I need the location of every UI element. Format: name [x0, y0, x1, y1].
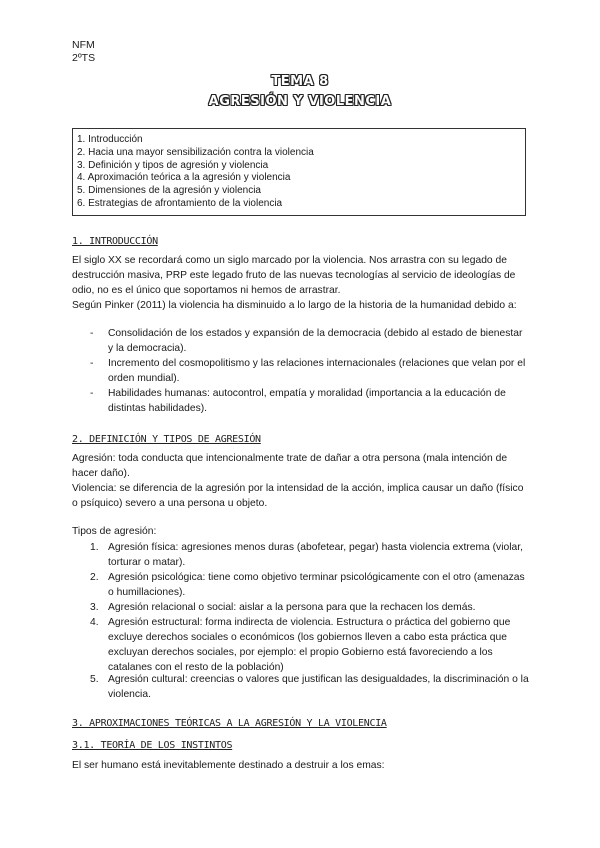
list-item-text: Habilidades humanas: autocontrol, empatía y moralidad (importancia a la educación de distintas habilidades).	[108, 388, 506, 414]
toc-item: 5. Dimensiones de la agresión y violencia	[77, 185, 261, 197]
course-label: 2ºTS	[72, 52, 96, 64]
paragraph: Violencia: se diferencia de la agresión por la intensidad de la acción, implica causar un daño (físico o psíquico) severo a una persona u objeto.	[72, 483, 524, 509]
list-item-text: Agresión estructural: forma indirecta de violencia. Estructura o práctica del gobierno que excluye derechos sociales o económicos (los gobiernos lleven a cabo esta práctica que excluyan derechos sociales, por ejemplo: el propio Gobierno está favoreciendo a los catalanes con el resto de la población)	[108, 617, 511, 673]
document-header	[72, 39, 95, 65]
list-item	[90, 326, 530, 356]
list-item-text: Incremento del cosmopolitismo y las relaciones internacionales (relaciones que velan por el orden mundial).	[108, 358, 526, 384]
author-initials: NFM	[72, 39, 95, 51]
subsection-heading-instincts: 3.1. TEORÍA DE LOS INSTINTOS	[72, 740, 233, 751]
list-number: 5.	[90, 674, 99, 685]
bullet-marker: -	[90, 388, 94, 399]
paragraph: Tipos de agresión:	[72, 526, 157, 537]
toc-item: 3. Definición y tipos de agresión y violencia	[77, 159, 269, 171]
toc-item: 2. Hacia una mayor sensibilización contra la violencia	[77, 146, 314, 158]
toc-item: 4. Aproximación teórica a la agresión y violencia	[77, 172, 291, 184]
bullet-marker: -	[90, 358, 94, 369]
list-item	[90, 540, 530, 570]
list-number: 1.	[90, 542, 99, 553]
section-heading-theories: 3. APROXIMACIONES TEÓRICAS A LA AGRESIÓN Y LA VIOLENCIA	[72, 718, 387, 729]
list-item	[90, 600, 530, 615]
table-of-contents	[72, 128, 526, 216]
bullet-marker: -	[90, 328, 94, 339]
list-number: 3.	[90, 602, 99, 613]
list-item	[90, 356, 530, 386]
list-number: 2.	[90, 572, 99, 583]
section-heading-introduction: 1. INTRODUCCIÓN	[72, 236, 158, 247]
list-item	[90, 615, 530, 675]
topic-name-title: AGRESIÓN Y VIOLENCIA	[208, 94, 392, 109]
toc-item: 6. Estrategias de afrontamiento de la violencia	[77, 197, 283, 209]
list-item	[90, 386, 530, 416]
paragraph: El ser humano está inevitablemente destinado a destruir a los emas:	[72, 760, 385, 771]
list-item-text: Agresión relacional o social: aislar a la persona para que la rechacen los demás.	[108, 602, 476, 613]
list-item-text: Agresión psicológica: tiene como objetivo terminar psicológicamente con el otro (amenazas o humillaciones).	[108, 572, 525, 598]
list-item-text: Agresión cultural: creencias o valores que justifican las desigualdades, la discriminación o la violencia.	[108, 674, 529, 700]
list-item	[90, 672, 530, 702]
section-heading-definition: 2. DEFINICIÓN Y TIPOS DE AGRESIÓN	[72, 434, 261, 445]
list-item-text: Consolidación de los estados y expansión de la democracia (debido al estado de bienestar y la democracia).	[108, 328, 523, 354]
paragraph: El siglo XX se recordará como un siglo marcado por la violencia. Nos arrastra con su legado de destrucción masiva, PRP este legado fruto de las nuevas tecnologías al servicio de ideologías de odio, no es el único que soportamos ni hemos de arrastrar.	[72, 255, 516, 296]
topic-number-title: TEMA 8	[271, 74, 329, 89]
list-number: 4.	[90, 617, 99, 628]
list-item	[90, 570, 530, 600]
paragraph: Agresión: toda conducta que intencionalmente trate de dañar a otra persona (mala intención de hacer daño).	[72, 453, 508, 479]
toc-item: 1. Introducción	[77, 134, 143, 145]
list-item-text: Agresión física: agresiones menos duras (abofetear, pegar) hasta violencia extrema (violar, torturar o matar).	[108, 542, 523, 568]
paragraph: Según Pinker (2011) la violencia ha disminuido a lo largo de la historia de la humanidad debido a:	[72, 300, 517, 311]
